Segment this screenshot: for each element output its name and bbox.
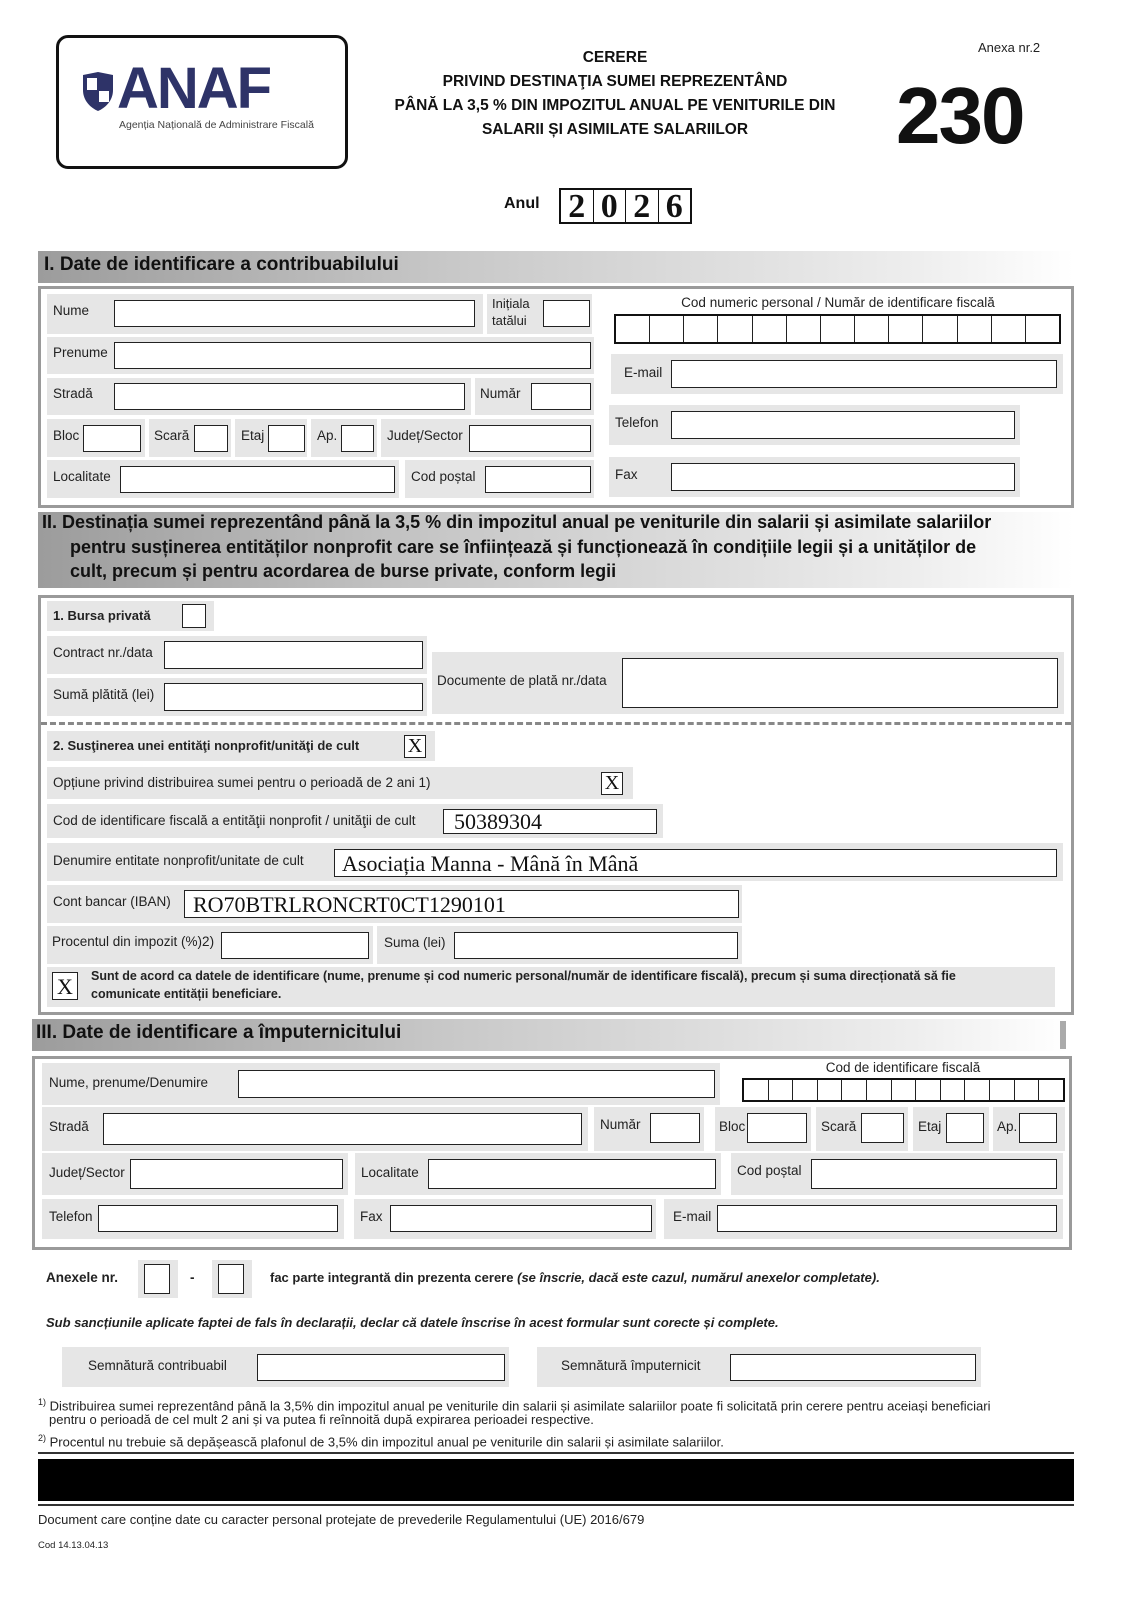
fax-label: Fax bbox=[615, 467, 638, 482]
imp-strada-label: Stradă bbox=[49, 1119, 89, 1134]
iban-row bbox=[47, 885, 742, 923]
initiala-row bbox=[487, 294, 592, 334]
annex-to-input[interactable] bbox=[218, 1264, 244, 1294]
imp-numar-label: Număr bbox=[600, 1117, 641, 1132]
cnp-cell[interactable] bbox=[616, 316, 650, 342]
judet-input[interactable] bbox=[469, 425, 591, 452]
anaf-logo-box bbox=[56, 35, 348, 169]
imp-fax-label: Fax bbox=[360, 1209, 383, 1224]
imp-judet-input[interactable] bbox=[130, 1159, 343, 1189]
suma-platita-label: Sumă plătită (lei) bbox=[53, 687, 155, 702]
year-digit: 6 bbox=[665, 188, 683, 225]
sustinere-checkbox[interactable]: X bbox=[404, 735, 426, 758]
denumire-input[interactable]: Asociația Manna - Mână în Mână bbox=[334, 849, 1057, 877]
year-field[interactable] bbox=[559, 188, 692, 224]
imp-nume-row bbox=[42, 1063, 720, 1105]
optiune-label: Opțiune privind distribuirea sumei pentru o perioadă de 2 ani 1) bbox=[53, 775, 431, 790]
denumire-row bbox=[47, 843, 1063, 881]
imp-judet-label: Județ/Sector bbox=[49, 1165, 125, 1180]
header-edge-marker bbox=[1060, 1021, 1066, 1049]
bloc-label: Bloc bbox=[53, 428, 80, 443]
judet-label: Județ/Sector bbox=[387, 428, 463, 443]
cif-input[interactable]: 50389304 bbox=[443, 809, 657, 834]
imp-email-label: E-mail bbox=[673, 1209, 712, 1224]
imp-cif-cell[interactable] bbox=[744, 1080, 769, 1100]
strada-label: Stradă bbox=[53, 386, 93, 401]
signature-contribuabil-input[interactable] bbox=[257, 1354, 505, 1381]
cnp-cell[interactable] bbox=[718, 316, 752, 342]
cnp-cell[interactable] bbox=[958, 316, 992, 342]
imp-strada-input[interactable] bbox=[103, 1113, 582, 1145]
prenume-input[interactable] bbox=[114, 342, 591, 369]
imp-cif-cell[interactable] bbox=[1015, 1080, 1040, 1100]
logo-text: ANAF bbox=[117, 56, 271, 121]
procent-input[interactable] bbox=[221, 932, 369, 959]
imp-etaj-row bbox=[913, 1107, 989, 1151]
sustinere-label: 2. Susţinerea unei entităţi nonprofit/unităţi de cult bbox=[53, 738, 360, 753]
optiune-checkbox[interactable]: X bbox=[601, 772, 623, 795]
email-label: E-mail bbox=[624, 365, 663, 380]
bursa-row bbox=[47, 601, 214, 631]
imp-cif-cell[interactable] bbox=[793, 1080, 818, 1100]
footnote-1-mark: 1) bbox=[38, 1397, 47, 1407]
section1-header bbox=[38, 251, 1074, 283]
cod-postal-label: Cod poștal bbox=[411, 469, 476, 484]
documente-label: Documente de plată nr./data bbox=[437, 673, 607, 688]
etaj-label: Etaj bbox=[241, 428, 265, 443]
nume-label: Nume bbox=[53, 303, 90, 318]
annexes-text bbox=[270, 1270, 880, 1285]
cnp-cell[interactable] bbox=[992, 316, 1026, 342]
form-number: 230 bbox=[896, 71, 1024, 160]
imp-telefon-input[interactable] bbox=[98, 1205, 338, 1232]
imp-cod-postal-row bbox=[731, 1153, 1063, 1195]
cnp-cell[interactable] bbox=[753, 316, 787, 342]
acord-text-line1: Sunt de acord ca datele de identificare (nume, prenume și cod numeric personal/număr de identificare fiscală), precum și suma direcționată să fie bbox=[91, 969, 956, 983]
title-line: CERERE bbox=[582, 49, 648, 66]
localitate-row bbox=[47, 460, 399, 498]
imp-cif-label: Cod de identificare fiscală bbox=[825, 1060, 981, 1075]
signature-contribuabil-row bbox=[62, 1347, 509, 1387]
denumire-label: Denumire entitate nonprofit/unitate de cult bbox=[53, 853, 304, 868]
prenume-label: Prenume bbox=[53, 345, 108, 360]
contract-label: Contract nr./data bbox=[53, 645, 153, 660]
imp-cif-cell[interactable] bbox=[867, 1080, 892, 1100]
form-code: Cod 14.13.04.13 bbox=[38, 1540, 109, 1551]
year-digit: 0 bbox=[594, 190, 627, 222]
procent-row bbox=[47, 926, 373, 964]
documente-input[interactable] bbox=[622, 658, 1058, 708]
declaration-text: Sub sancțiunile aplicate faptei de fals în declarații, declar că datele înscrise în acest formular sunt corecte și complete. bbox=[46, 1315, 779, 1330]
imp-scara-row bbox=[816, 1107, 908, 1151]
imp-ap-input[interactable] bbox=[1019, 1113, 1057, 1143]
etaj-row bbox=[235, 419, 307, 457]
nume-row bbox=[47, 294, 483, 334]
iban-input[interactable]: RO70BTRLRONCRT0CT1290101 bbox=[184, 890, 739, 918]
imp-cif-cell[interactable] bbox=[892, 1080, 917, 1100]
annex-from-wrap bbox=[138, 1260, 178, 1298]
footnote-1-line1: Distribuirea sumei reprezentând până la 3,5% din impozitul anual pe veniturile din salarii și asimilate salariilor poate fi solicitată prin cerere pentru aceiași beneficiari bbox=[49, 1398, 991, 1414]
section2-header bbox=[38, 512, 1074, 588]
imp-strada-row bbox=[42, 1107, 588, 1151]
annexes-text-italic: (se înscrie, dacă este cazul, numărul anexelor completate). bbox=[517, 1270, 880, 1285]
contract-row bbox=[47, 636, 427, 674]
bloc-row bbox=[47, 419, 145, 457]
ap-label: Ap. bbox=[317, 428, 338, 443]
footnote-1-line2: pentru o perioadă de cel mult 2 ani și va putea fi reînnoită după expirarea perioadei respective. bbox=[49, 1412, 594, 1427]
imp-cif-cell[interactable] bbox=[941, 1080, 966, 1100]
imp-email-input[interactable] bbox=[717, 1205, 1057, 1232]
imp-numar-input[interactable] bbox=[650, 1113, 700, 1143]
iban-label: Cont bancar (IBAN) bbox=[53, 894, 171, 909]
optiune-row bbox=[47, 767, 633, 799]
prenume-row bbox=[47, 337, 594, 374]
contract-input[interactable] bbox=[164, 641, 423, 669]
annex-dash: - bbox=[190, 1270, 195, 1285]
telefon-label: Telefon bbox=[615, 415, 659, 430]
imp-nume-input[interactable] bbox=[238, 1070, 715, 1098]
imp-cod-postal-input[interactable] bbox=[811, 1159, 1057, 1189]
section3-header bbox=[32, 1019, 1068, 1051]
strada-input[interactable] bbox=[114, 383, 465, 410]
imp-ap-row bbox=[993, 1107, 1065, 1151]
bursa-label: 1. Bursa privată bbox=[53, 608, 151, 623]
form-title bbox=[370, 46, 860, 142]
annex-to-wrap bbox=[212, 1260, 252, 1298]
telefon-row bbox=[609, 405, 1020, 445]
acord-text-line2: comunicate entității beneficiare. bbox=[91, 987, 282, 1001]
imp-scara-label: Scară bbox=[821, 1119, 857, 1134]
imp-telefon-row bbox=[42, 1199, 344, 1239]
acord-row bbox=[47, 967, 1055, 1007]
procent-label: Procentul din impozit (%)2) bbox=[52, 934, 215, 949]
email-input[interactable] bbox=[671, 360, 1057, 388]
imp-telefon-label: Telefon bbox=[49, 1209, 93, 1224]
cnp-cell[interactable] bbox=[855, 316, 889, 342]
imp-fax-row bbox=[354, 1199, 656, 1239]
footnote-2 bbox=[38, 1430, 724, 1450]
initiala-label: Inițiala bbox=[492, 296, 530, 311]
title-line: SALARII ȘI ASIMILATE SALARIILOR bbox=[481, 121, 749, 138]
acord-checkbox[interactable]: X bbox=[52, 972, 78, 1000]
year-digit: 2 bbox=[626, 190, 659, 222]
section-divider bbox=[41, 722, 1071, 725]
imp-cif-cell[interactable] bbox=[818, 1080, 843, 1100]
nume-input[interactable] bbox=[114, 300, 475, 327]
bloc-input[interactable] bbox=[83, 425, 141, 452]
imp-cif-cell[interactable] bbox=[916, 1080, 941, 1100]
imp-localitate-row bbox=[355, 1153, 721, 1195]
gdpr-notice: Document care conține date cu caracter personal protejate de prevederile Regulamentului (UE) 2016/679 bbox=[38, 1512, 645, 1527]
section2-title-line1: II. Destinația sumei reprezentând până la 3,5 % din impozitul anual pe veniturile din salarii și asimilate salariilor bbox=[42, 512, 992, 532]
imp-cif-cell[interactable] bbox=[842, 1080, 867, 1100]
imp-localitate-input[interactable] bbox=[428, 1159, 716, 1189]
annexes-text-bold: fac parte integrantă din prezenta cerere bbox=[270, 1270, 514, 1285]
year-label: Anul bbox=[504, 195, 540, 212]
cnp-cell[interactable] bbox=[889, 316, 923, 342]
imp-cif-cell[interactable] bbox=[1039, 1080, 1063, 1100]
fax-input[interactable] bbox=[671, 463, 1015, 491]
fax-row bbox=[609, 457, 1020, 497]
section2-title-line2: pentru susținerea entităților nonprofit care se înființează și funcționează în condițiile legii și a unităților de bbox=[70, 537, 977, 557]
imp-scara-input[interactable] bbox=[861, 1113, 904, 1143]
shield-icon bbox=[81, 72, 115, 112]
suma-label: Suma (lei) bbox=[384, 935, 446, 950]
numar-label: Număr bbox=[480, 386, 521, 401]
footnote-2-mark: 2) bbox=[38, 1433, 47, 1443]
imp-judet-row bbox=[42, 1153, 348, 1195]
imp-email-row bbox=[664, 1199, 1063, 1239]
imp-cif-grid[interactable] bbox=[742, 1078, 1065, 1102]
imp-etaj-label: Etaj bbox=[918, 1119, 942, 1134]
suma-input[interactable] bbox=[454, 932, 738, 959]
imp-ap-label: Ap. bbox=[997, 1119, 1018, 1134]
imp-numar-row bbox=[594, 1107, 704, 1151]
ap-row bbox=[311, 419, 377, 457]
localitate-input[interactable] bbox=[120, 466, 395, 493]
annex-from-input[interactable] bbox=[144, 1264, 170, 1294]
redacted-bar bbox=[38, 1459, 1074, 1501]
cod-postal-row bbox=[405, 460, 594, 498]
ap-input[interactable] bbox=[341, 425, 374, 452]
footnote-2-line1: Procentul nu trebuie să depășească plafonul de 3,5% din impozitul anual pe veniturile din salarii și asimilate salariilor. bbox=[49, 1434, 724, 1450]
top-rule bbox=[38, 1452, 1074, 1454]
cnp-cell[interactable] bbox=[1026, 316, 1059, 342]
scara-row bbox=[149, 419, 231, 457]
email-row bbox=[611, 354, 1063, 394]
cnp-label: Cod numeric personal / Număr de identificare fiscală bbox=[681, 295, 995, 310]
imp-bloc-input[interactable] bbox=[747, 1113, 807, 1143]
imp-cif-cell[interactable] bbox=[990, 1080, 1015, 1100]
signature-imputernicit-input[interactable] bbox=[730, 1354, 976, 1381]
documente-row bbox=[432, 652, 1064, 714]
imp-cif-cell[interactable] bbox=[769, 1080, 794, 1100]
suma-platita-input[interactable] bbox=[164, 683, 423, 711]
signature-contribuabil-label: Semnătură contribuabil bbox=[88, 1358, 227, 1373]
annexes-label: Anexele nr. bbox=[46, 1270, 119, 1285]
scara-input[interactable] bbox=[194, 425, 228, 452]
logo-subtitle: Agenția Națională de Administrare Fiscală bbox=[119, 119, 314, 131]
suma-row bbox=[377, 926, 742, 964]
numar-row bbox=[475, 378, 594, 415]
cif-row bbox=[47, 804, 663, 838]
title-line: PÂNĂ LA 3,5 % DIN IMPOZITUL ANUAL PE VENITURILE DIN bbox=[394, 97, 836, 114]
cnp-cell[interactable] bbox=[684, 316, 718, 342]
imp-cod-postal-label: Cod poștal bbox=[737, 1163, 802, 1178]
cnp-cell[interactable] bbox=[650, 316, 684, 342]
cod-postal-input[interactable] bbox=[485, 466, 591, 493]
sustinere-row bbox=[47, 731, 435, 761]
cnp-grid[interactable] bbox=[614, 314, 1061, 344]
cnp-cell[interactable] bbox=[821, 316, 855, 342]
cnp-cell[interactable] bbox=[787, 316, 821, 342]
imp-cif-cell[interactable] bbox=[965, 1080, 990, 1100]
imp-localitate-label: Localitate bbox=[361, 1165, 419, 1180]
cif-label: Cod de identificare fiscală a entităţii nonprofit / unităţii de cult bbox=[53, 813, 416, 828]
title-line: PRIVIND DESTINAŢIA SUMEI REPREZENTÂND bbox=[442, 73, 788, 90]
year-digit: 2 bbox=[561, 190, 594, 222]
imp-etaj-input[interactable] bbox=[946, 1113, 984, 1143]
section2-title-line3: cult, precum și pentru acordarea de burse private, conform legii bbox=[70, 561, 617, 581]
judet-row bbox=[381, 419, 594, 457]
initiala-input[interactable] bbox=[543, 300, 590, 327]
numar-input[interactable] bbox=[531, 383, 591, 410]
section1-title: I. Date de identificare a contribuabilului bbox=[44, 254, 399, 275]
annex-label: Anexa nr.2 bbox=[978, 40, 1041, 55]
strada-row bbox=[47, 378, 471, 415]
section3-title: III. Date de identificare a împuternicitului bbox=[36, 1022, 402, 1043]
imp-fax-input[interactable] bbox=[390, 1205, 652, 1232]
localitate-label: Localitate bbox=[53, 469, 111, 484]
bursa-checkbox[interactable] bbox=[182, 604, 206, 628]
initiala-label: tatălui bbox=[492, 313, 527, 328]
etaj-input[interactable] bbox=[268, 425, 305, 452]
bottom-rule bbox=[38, 1504, 1074, 1506]
imp-bloc-label: Bloc bbox=[719, 1119, 746, 1134]
cnp-cell[interactable] bbox=[923, 316, 957, 342]
signature-imputernicit-label: Semnătură împuternicit bbox=[561, 1358, 701, 1373]
suma-platita-row bbox=[47, 678, 427, 716]
signature-imputernicit-row bbox=[537, 1347, 981, 1387]
imp-bloc-row bbox=[715, 1107, 811, 1151]
imp-nume-label: Nume, prenume/Denumire bbox=[49, 1075, 209, 1090]
telefon-input[interactable] bbox=[671, 411, 1015, 439]
scara-label: Scară bbox=[154, 428, 190, 443]
